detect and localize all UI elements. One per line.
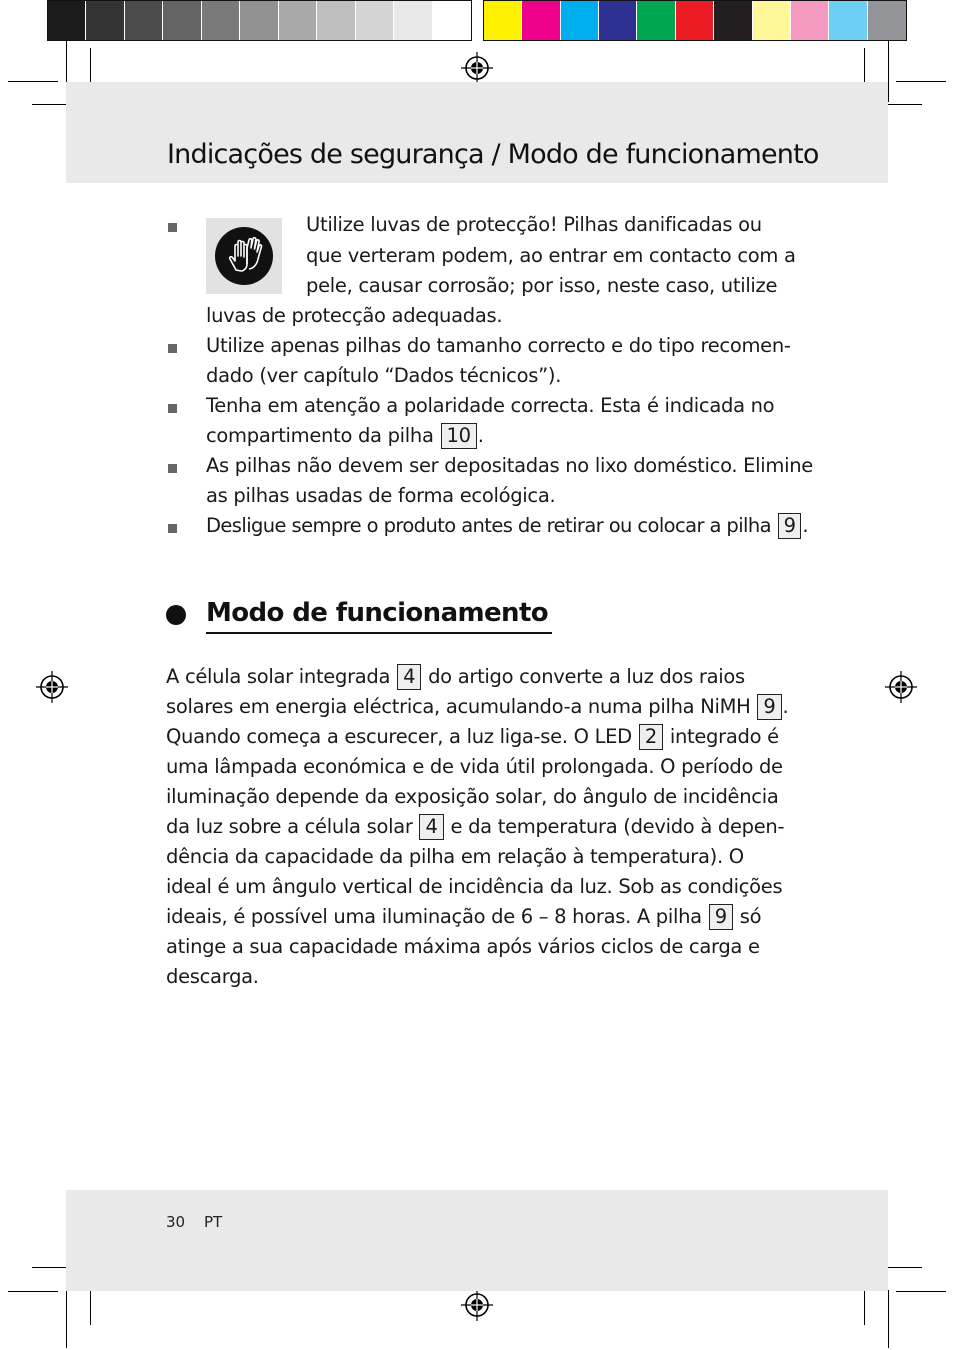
text-span: compartimento da pilha [206, 424, 434, 447]
calibration-swatch [599, 1, 637, 40]
text-span: e da temperatura (devido à depen- [450, 815, 785, 838]
text-span: integrado é [669, 725, 779, 748]
safety-item-1-line: pele, causar corrosão; por isso, neste caso, utilize [306, 274, 778, 297]
crop-mark [888, 1290, 889, 1348]
text-span: . [782, 695, 789, 718]
paragraph-line [166, 812, 784, 842]
bullet-marker [168, 524, 177, 533]
text-span: . [477, 424, 484, 447]
paragraph-line: iluminação depende da exposição solar, do ângulo de incidência [166, 785, 779, 808]
calibration-swatch [433, 1, 471, 40]
text-span: Desligue sempre o produto antes de retirar ou colocar a pilha [206, 514, 771, 537]
protective-gloves-icon [214, 226, 274, 286]
safety-item-1-line: que verteram podem, ao entrar em contacto com a [306, 244, 796, 267]
calibration-swatch [317, 1, 355, 40]
paragraph-line: descarga. [166, 965, 259, 988]
registration-mark-icon [36, 671, 68, 703]
safety-item-1-line: Utilize luvas de protecção! Pilhas danificadas ou [306, 213, 762, 236]
crop-mark [8, 1291, 58, 1292]
paragraph-line: ideal é um ângulo vertical de incidência da luz. Sob as condições [166, 875, 783, 898]
safety-item-3-line: Tenha em atenção a polaridade correcta. Esta é indicada no [206, 394, 775, 417]
glove-icon-frame [206, 218, 282, 294]
paragraph-line [166, 662, 745, 692]
crop-mark [66, 1290, 67, 1348]
section-title-underline [206, 632, 552, 634]
crop-mark [882, 104, 922, 105]
calibration-swatch [829, 1, 867, 40]
calibration-swatch [676, 1, 714, 40]
paragraph-line [166, 902, 761, 932]
bullet-marker [168, 464, 177, 473]
safety-item-2-line: dado (ver capítulo “Dados técnicos”). [206, 364, 562, 387]
safety-item-5-line [206, 511, 808, 541]
crop-mark [896, 81, 946, 82]
text-span: Quando começa a escurecer, a luz liga-se. O LED [166, 725, 632, 748]
part-reference-badge: 10 [441, 423, 477, 449]
text-span: solares em energia eléctrica, acumulando-a numa pilha NiMH [166, 695, 751, 718]
calibration-swatch [163, 1, 201, 40]
part-reference-badge: 9 [709, 904, 733, 930]
registration-mark-icon [461, 52, 493, 84]
calibration-swatch [753, 1, 791, 40]
calibration-swatch [868, 1, 906, 40]
part-reference-badge: 9 [757, 694, 781, 720]
registration-mark-icon [885, 671, 917, 703]
paragraph-line: dência da capacidade da pilha em relação à temperatura). O [166, 845, 744, 868]
crop-mark [864, 1285, 865, 1325]
paragraph-line: atinge a sua capacidade máxima após vários ciclos de carga e [166, 935, 760, 958]
grayscale-calibration-bar [47, 0, 472, 41]
section-title: Modo de funcionamento [206, 598, 549, 628]
part-reference-badge: 9 [778, 513, 802, 539]
safety-item-1-line: luvas de protecção adequadas. [206, 304, 503, 327]
color-calibration-bar [483, 0, 907, 41]
paragraph-line [166, 692, 788, 722]
crop-mark [882, 1267, 922, 1268]
text-span: ideais, é possível uma iluminação de 6 – 8 horas. A pilha [166, 905, 702, 928]
crop-mark [90, 1285, 91, 1325]
crop-mark [888, 40, 889, 102]
text-span: A célula solar integrada [166, 665, 391, 688]
calibration-swatch [637, 1, 675, 40]
paragraph-line: uma lâmpada económica e de vida útil prolongada. O período de [166, 755, 783, 778]
bullet-marker [168, 344, 177, 353]
calibration-swatch [522, 1, 560, 40]
calibration-swatch [240, 1, 278, 40]
safety-item-4-line: as pilhas usadas de forma ecológica. [206, 484, 556, 507]
calibration-swatch [356, 1, 394, 40]
page-title: Indicações de segurança / Modo de funcionamento [167, 139, 819, 170]
text-span: da luz sobre a célula solar [166, 815, 413, 838]
text-span: . [802, 514, 808, 537]
calibration-swatch [202, 1, 240, 40]
crop-mark [8, 81, 58, 82]
part-reference-badge: 2 [639, 724, 663, 750]
section-bullet-dot [166, 605, 186, 625]
part-reference-badge: 4 [397, 664, 421, 690]
calibration-swatch [714, 1, 752, 40]
safety-item-2-line: Utilize apenas pilhas do tamanho correcto e do tipo recomen- [206, 334, 791, 357]
part-reference-badge: 4 [419, 814, 443, 840]
crop-mark [896, 1291, 946, 1292]
calibration-swatch [561, 1, 599, 40]
paragraph-line [166, 722, 779, 752]
calibration-swatch [791, 1, 829, 40]
page-language: PT [204, 1213, 223, 1231]
calibration-swatch [484, 1, 522, 40]
calibration-swatch [279, 1, 317, 40]
registration-mark-icon [461, 1289, 493, 1321]
safety-item-4-line: As pilhas não devem ser depositadas no lixo doméstico. Elimine [206, 454, 813, 477]
footer-band [66, 1190, 888, 1291]
page-number: 30 [166, 1213, 186, 1231]
calibration-swatch [125, 1, 163, 40]
text-span: do artigo converte a luz dos raios [428, 665, 745, 688]
bullet-marker [168, 223, 177, 232]
bullet-marker [168, 404, 177, 413]
safety-item-3-line [206, 421, 484, 451]
calibration-swatch [48, 1, 86, 40]
calibration-swatch [394, 1, 432, 40]
calibration-swatch [86, 1, 124, 40]
text-span: só [739, 905, 762, 928]
